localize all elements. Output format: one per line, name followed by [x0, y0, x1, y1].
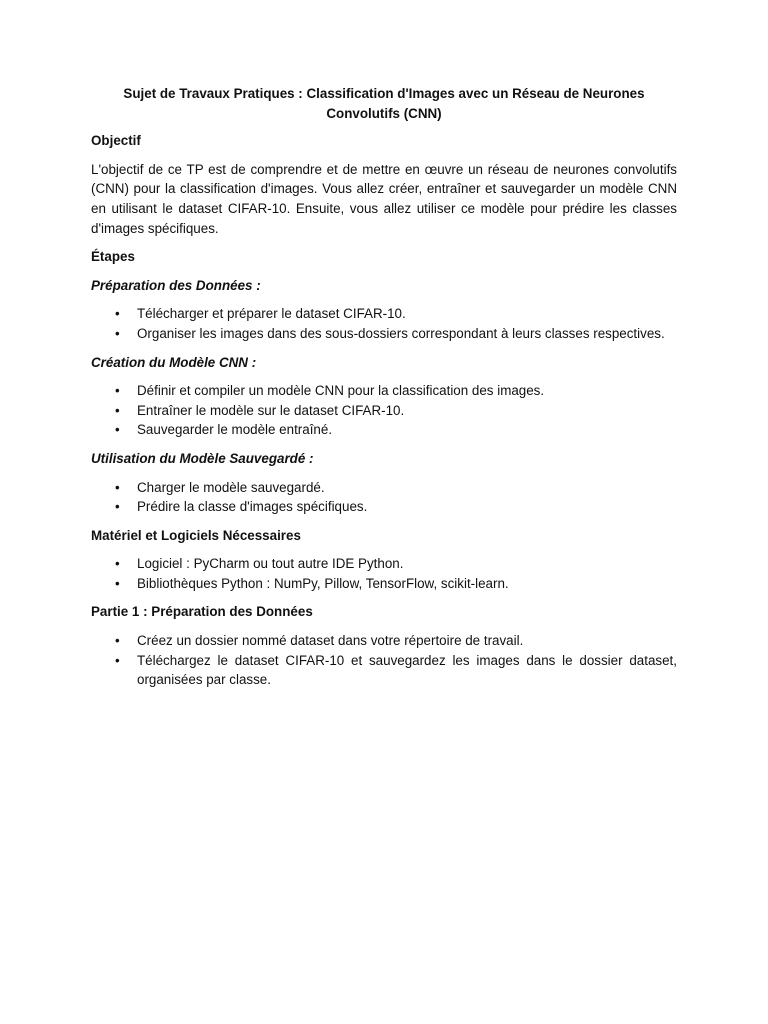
list-item-text: Entraîner le modèle sur le dataset CIFAR-10.: [137, 402, 405, 418]
list-item: [91, 631, 677, 651]
creation-list: [91, 381, 677, 440]
objectif-paragraph: L'objectif de ce TP est de comprendre et de mettre en œuvre un réseau de neurones convolutifs (CNN) pour la classification d'images. Vous allez créer, entraîner et sauvegarder un modèle CNN en utilisant le dataset CIFAR-10. Ensuite, vous allez utiliser ce modèle pour prédire les classes d'images spécifiques.: [91, 161, 677, 236]
bullet-icon: •: [115, 499, 120, 515]
list-item: [91, 401, 677, 421]
document-title: Sujet de Travaux Pratiques : Classification d'Images avec un Réseau de Neurones Convolutifs (CNN): [123, 86, 645, 121]
list-item-text: Créez un dossier nommé dataset dans votre répertoire de travail.: [137, 633, 524, 649]
list-item-text: Organiser les images dans des sous-dossiers correspondant à leurs classes respectives.: [137, 325, 665, 341]
list-item-text: Définir et compiler un modèle CNN pour la classification des images.: [137, 383, 545, 399]
list-item-text: Charger le modèle sauvegardé.: [137, 479, 325, 495]
list-item: [91, 420, 677, 440]
list-item: [91, 554, 677, 574]
preparation-list: [91, 304, 677, 343]
bullet-icon: •: [115, 422, 120, 438]
list-item-text: Prédire la classe d'images spécifiques.: [137, 499, 368, 515]
partie1-heading: Partie 1 : Préparation des Données: [91, 604, 313, 620]
bullet-icon: •: [115, 575, 120, 591]
partie1-list: [91, 631, 677, 690]
bullet-icon: •: [115, 479, 120, 495]
preparation-heading: Préparation des Données :: [91, 277, 261, 293]
list-item-text: Sauvegarder le modèle entraîné.: [137, 422, 333, 438]
bullet-icon: •: [115, 402, 120, 418]
list-item: [91, 478, 677, 498]
list-item-text: Bibliothèques Python : NumPy, Pillow, TensorFlow, scikit-learn.: [137, 575, 509, 591]
materiel-list: [91, 554, 677, 593]
list-item-text: Logiciel : PyCharm ou tout autre IDE Python.: [137, 556, 404, 572]
list-item: [91, 381, 677, 401]
objectif-heading: Objectif: [91, 133, 141, 149]
utilisation-heading: Utilisation du Modèle Sauvegardé :: [91, 450, 314, 466]
utilisation-list: [91, 478, 677, 517]
bullet-icon: •: [115, 325, 120, 341]
etapes-heading: Étapes: [91, 249, 135, 265]
materiel-heading: Matériel et Logiciels Nécessaires: [91, 527, 301, 543]
list-item-text: Téléchargez le dataset CIFAR-10 et sauvegardez les images dans le dossier dataset, organisées par classe.: [137, 652, 677, 688]
bullet-icon: •: [115, 633, 120, 649]
list-item: [91, 574, 677, 594]
list-item-text: Télécharger et préparer le dataset CIFAR-10.: [137, 306, 406, 322]
list-item: [91, 497, 677, 517]
bullet-icon: •: [115, 306, 120, 322]
bullet-icon: •: [115, 652, 120, 668]
creation-heading: Création du Modèle CNN :: [91, 354, 257, 370]
list-item: [91, 304, 677, 324]
bullet-icon: •: [115, 383, 120, 399]
list-item: [91, 324, 677, 344]
bullet-icon: •: [115, 556, 120, 572]
list-item: [91, 651, 677, 690]
document-body: [91, 84, 677, 699]
